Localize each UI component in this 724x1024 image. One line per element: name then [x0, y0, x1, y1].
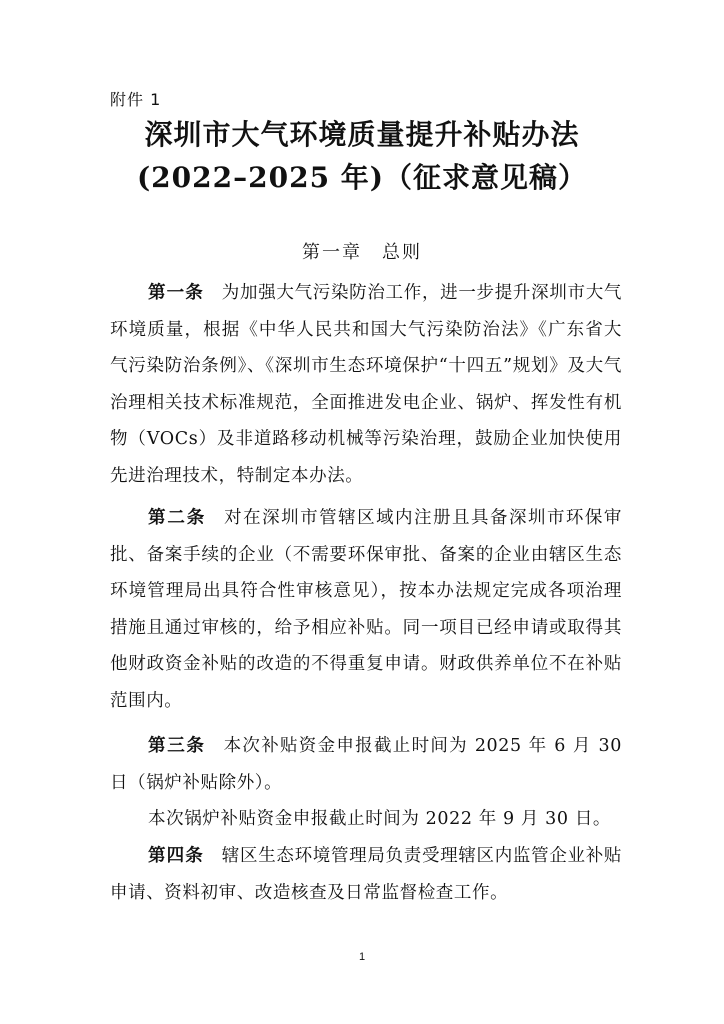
article-3-continuation-text: 本次锅炉补贴资金申报截止时间为 2022 年 9 月 30 日。 — [148, 809, 612, 829]
article-3-continuation — [110, 801, 622, 838]
article-3-lead: 第三条 — [148, 736, 206, 756]
document-title-line1: 深圳市大气环境质量提升补贴办法 — [144, 118, 580, 151]
article-4-text: 辖区生态环境管理局负责受理辖区内监管企业补贴申请、资料初审、改造核查及日常监督检查工作。 — [110, 846, 623, 903]
article-4 — [110, 838, 622, 911]
article-2 — [110, 500, 622, 719]
chapter-heading: 第一章 总则 — [302, 242, 422, 263]
article-2-lead: 第二条 — [148, 508, 207, 528]
article-4-lead: 第四条 — [148, 846, 204, 866]
document-title-line2: (2022–2025 年)（征求意见稿） — [136, 161, 588, 194]
article-1-text: 为加强大气污染防治工作，进一步提升深圳市大气环境质量，根据《中华人民共和国大气污染防治法》《广东省大气污染防治条例》、《深圳市生态环境保护“十四五”规划》及大气治理相关技术标准规范，全面推进发电企业、锅炉、挥发性有机物（VOCs）及非道路移动机械等污染治理，鼓励企业加快使用先进治理技术，特制定本办法。 — [110, 283, 623, 486]
attachment-label: 附件 1 — [110, 90, 162, 109]
article-3-text: 本次补贴资金申报截止时间为 2025 年 6 月 30 日（锅炉补贴除外）。 — [110, 736, 622, 793]
article-2-text: 对在深圳市管辖区域内注册且具备深圳市环保审批、备案手续的企业（不需要环保审批、备案的企业由辖区生态环境管理局出具符合性审核意见），按本办法规定完成各项治理措施且通过审核的，给予相应补贴。同一项目已经申请或取得其他财政资金补贴的改造的不得重复申请。财政供养单位不在补贴范围内。 — [110, 508, 623, 711]
page-number: 1 — [358, 951, 366, 963]
article-3 — [110, 728, 622, 801]
article-1-lead: 第一条 — [148, 283, 204, 303]
article-1 — [110, 275, 622, 494]
